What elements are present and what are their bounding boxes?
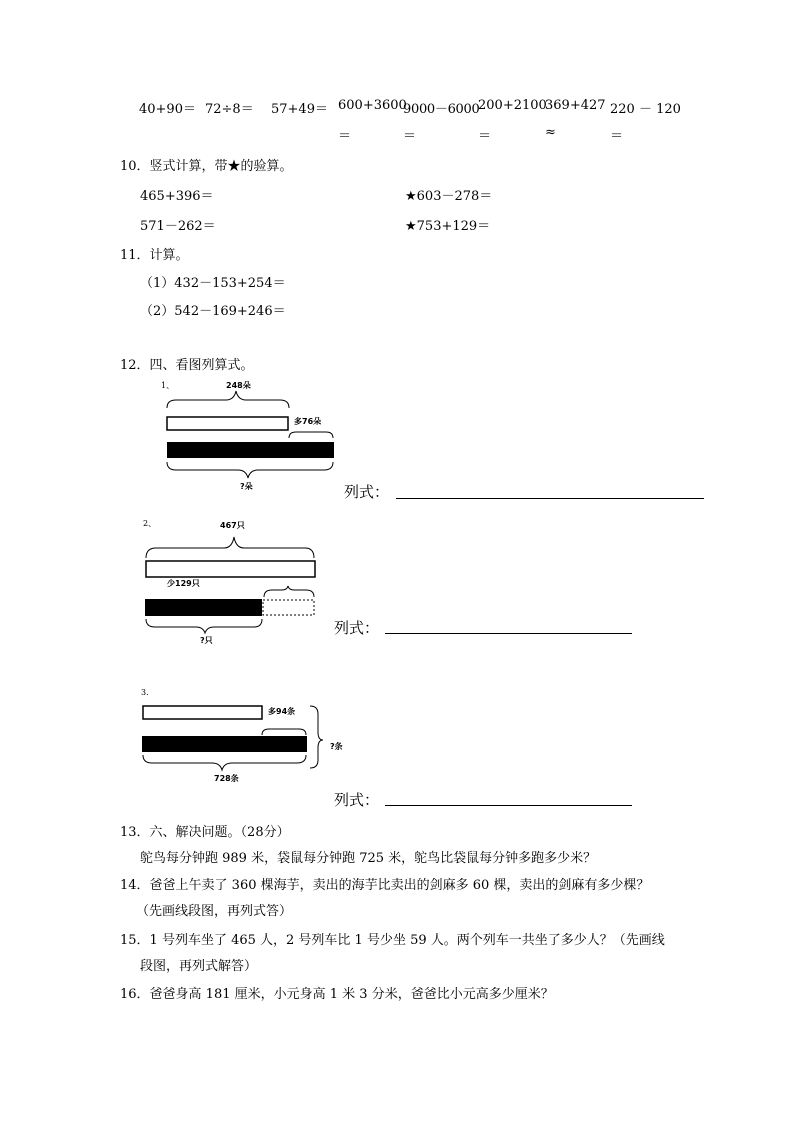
answer-line[interactable] bbox=[385, 805, 632, 806]
lieshi-label: 列式： bbox=[334, 791, 380, 809]
q13-text: 鸵鸟每分钟跑 989 米，袋鼠每分钟跑 725 米，鸵鸟比袋鼠每分钟多跑多少米？ bbox=[140, 851, 597, 866]
bottom-label: ?朵 bbox=[240, 482, 253, 491]
q12-title: 12．四、看图列算式。 bbox=[120, 358, 254, 373]
calc-item: 72÷8＝ bbox=[205, 102, 254, 117]
q14-text: 14．爸爸上午卖了 360 棵海芋，卖出的海芋比卖出的剑麻多 60 棵，卖出的剑麻有多少棵？ bbox=[120, 878, 650, 893]
calc-item: 369+427 bbox=[545, 98, 606, 113]
calc-item: 220 － 120 bbox=[610, 102, 681, 117]
lieshi-label: 列式： bbox=[334, 619, 380, 637]
figure-number: 1、 bbox=[161, 381, 175, 390]
q13-title: 13．六、解决问题。（28分） bbox=[120, 825, 290, 840]
calc-approx: ≈ bbox=[545, 125, 556, 140]
top-label: 248朵 bbox=[226, 381, 251, 390]
right-label: ?条 bbox=[330, 742, 343, 751]
q10-item: 465+396＝ bbox=[140, 189, 214, 204]
calc-equals: ＝ bbox=[478, 129, 492, 144]
calc-item: 200+2100 bbox=[478, 98, 547, 113]
diff-label: 多76朵 bbox=[294, 417, 322, 426]
q15-text: 段图，再列式解答） bbox=[140, 959, 258, 974]
q10-item: ★753+129＝ bbox=[405, 219, 491, 234]
calc-item: 57+49＝ bbox=[271, 102, 328, 117]
bottom-label: ?只 bbox=[200, 636, 213, 645]
figure-number: 2、 bbox=[143, 519, 157, 528]
q10-item: 571－262＝ bbox=[140, 219, 216, 234]
q10-title: 10．竖式计算，带★的验算。 bbox=[120, 159, 293, 174]
lieshi-label: 列式： bbox=[344, 483, 390, 501]
diff-label: 多94条 bbox=[268, 707, 296, 716]
calc-equals: ＝ bbox=[610, 129, 624, 144]
diff-label: 少129只 bbox=[167, 579, 200, 588]
q11-title: 11．计算。 bbox=[120, 248, 189, 263]
q16-text: 16．爸爸身高 181 厘米，小元身高 1 米 3 分米，爸爸比小元高多少厘米？ bbox=[120, 987, 554, 1002]
calc-equals: ＝ bbox=[338, 129, 352, 144]
q11-item: （2）542－169+246＝ bbox=[140, 304, 286, 319]
calc-item: 9000－6000 bbox=[403, 102, 480, 117]
calc-item: 40+90＝ bbox=[139, 102, 196, 117]
calc-item: 600+3600 bbox=[338, 98, 407, 113]
calc-equals: ＝ bbox=[403, 129, 417, 144]
top-label: 467只 bbox=[220, 521, 245, 530]
q11-item: （1）432－153+254＝ bbox=[140, 276, 286, 291]
bottom-label: 728条 bbox=[214, 774, 239, 783]
q10-item: ★603－278＝ bbox=[405, 189, 493, 204]
figure-number: 3. bbox=[141, 688, 149, 697]
q14-text: （先画线段图，再列式答） bbox=[136, 904, 293, 919]
q15-text: 15．1 号列车坐了 465 人，2 号列车比 1 号少坐 59 人。两个列车一共坐了多少人？（先画线 bbox=[120, 933, 665, 948]
